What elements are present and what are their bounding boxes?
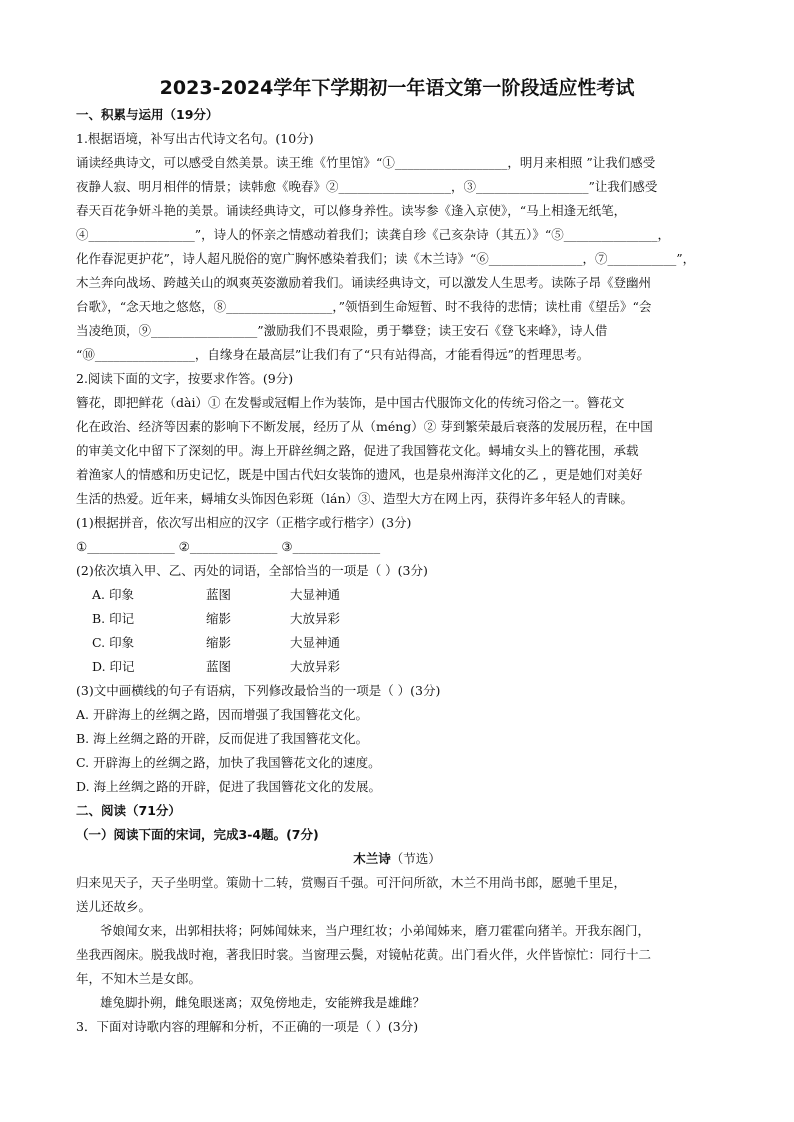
part1-heading: （一）阅读下面的宋词，完成3-4题。(7分) [76, 827, 319, 842]
section1-heading: 一、积累与运用（19分） [76, 107, 219, 122]
q2-sub2-option-d: D. 印记 蓝图 大放异彩 [92, 659, 341, 674]
q2-passage-line: 的审美文化中留下了深刻的甲。海上开辟丝绸之路，促进了我国簪花文化。蟳埔女头上的簪花围，承载 [76, 443, 639, 458]
poem-line: 坐我西阁床。脱我战时袍，著我旧时裳。当窗理云鬓，对镜帖花黄。出门看火伴，火伴皆惊忙：同行十二 [76, 947, 652, 962]
poem-line: 送儿还故乡。 [76, 899, 152, 914]
poem-title: 木兰诗 [353, 851, 391, 866]
q2-passage-line: 生活的热爱。近年来，蟳埔女头饰因色彩斑（lán）③、造型大方在网上丙，获得许多年轻人的青睐。 [76, 491, 634, 506]
q1-line: 当凌绝顶，⑨_________________”激励我们不畏艰险，勇于攀登；读王安石《登飞来峰》，诗人借 [76, 323, 608, 338]
q1-line: “⑩________________，自缘身在最高层”让我们有了“只有站得高，才能看得远”的哲理思考。 [76, 347, 590, 362]
poem-note: （节选） [390, 851, 441, 866]
q1-line: 诵读经典诗文，可以感受自然美景。读王维《竹里馆》“①__________________，明月来相照 ”让我们感受 [76, 155, 656, 170]
q2-passage-line: 着渔家人的情感和历史记忆，既是中国古代妇女装饰的遗风，也是泉州海洋文化的乙 ，更是她们对美好 [76, 467, 643, 482]
q1-line: 夜静人寂、明月相伴的情景；读韩愈《晚春》②__________________，③__________________”让我们感受 [76, 179, 658, 194]
q2-sub3-option-c: C. 开辟海上的丝绸之路，加快了我国簪花文化的速度。 [76, 755, 381, 770]
q2-sub1-blanks: ①______________ ②______________ ③______________ [76, 539, 381, 554]
q2-sub2-option-a: A. 印象 蓝图 大显神通 [92, 587, 341, 602]
q1-line: 台歌》，“念天地之悠悠，⑧_________________，”领悟到生命短暂、时不我待的悲情；读杜甫《望岳》“会 [76, 299, 652, 314]
q2-sub2-option-b: B. 印记 缩影 大放异彩 [92, 611, 341, 626]
q2-sub3-prompt: (3)文中画横线的句子有语病，下列修改最恰当的一项是（ ）(3分) [76, 683, 441, 698]
q1-line: 化作春泥更护花”，诗人超凡脱俗的宽广胸怀感染着我们；读《木兰诗》“⑥_______________，⑦___________”， [76, 251, 696, 266]
poem-line: 年，不知木兰是女郎。 [76, 971, 202, 986]
q1-prompt: 1.根据语境，补写出古代诗文名句。(10分) [76, 131, 314, 146]
q2-sub3-option-b: B. 海上丝绸之路的开辟，反而促进了我国簪花文化。 [76, 731, 369, 746]
q2-sub3-option-d: D. 海上丝绸之路的开辟，促进了我国簪花文化的发展。 [76, 779, 382, 794]
q2-sub2-option-c: C. 印象 缩影 大显神通 [92, 635, 341, 650]
q1-line: 春天百花争妍斗艳的美景。诵读经典诗文，可以修身养性。读岑参《逢入京使》，“马上相逢无纸笔， [76, 203, 627, 218]
q2-passage-line: 化在政治、经济等因素的影响下不断发展，经历了从（méng）② 芽到繁荣最后衰落的发展历程，在中国 [76, 419, 653, 434]
q2-sub2-prompt: (2)依次填入甲、乙、丙处的词语，全部恰当的一项是（ ）(3分) [76, 563, 428, 578]
q2-sub3-option-a: A. 开辟海上的丝绸之路，因而增强了我国簪花文化。 [76, 707, 368, 722]
section2-heading: 二、阅读（71分） [76, 803, 181, 818]
q2-sub1-prompt: (1)根据拼音，依次写出相应的汉字（正楷字或行楷字）(3分) [76, 515, 412, 530]
poem-line: 归来见天子，天子坐明堂。策勋十二转，赏赐百千强。可汗问所欲，木兰不用尚书郎，愿驰千里足， [76, 875, 627, 890]
exam-title: 2023-2024学年下学期初一年语文第一阶段适应性考试 [159, 77, 635, 99]
q1-line: ④_________________”，诗人的怀亲之情感动着我们；读龚自珍《己亥杂诗（其五）》“⑤_______________， [76, 227, 671, 242]
q2-passage-line: 簪花，即把鲜花（dài）① 在发髻或冠帽上作为装饰，是中国古代服饰文化的传统习俗之一。簪花文 [76, 395, 625, 410]
poem-title-line [0, 851, 794, 867]
q2-prompt: 2.阅读下面的文字，按要求作答。(9分) [76, 371, 294, 386]
q1-line: 木兰奔向战场、跨越关山的飒爽英姿激励着我们。诵读经典诗文，可以激发人生思考。读陈子昂《登幽州 [76, 275, 652, 290]
q3-prompt: 3．下面对诗歌内容的理解和分析，不正确的一项是（ ）(3分) [76, 1019, 419, 1034]
poem-line: 雄兔脚扑朔，雌兔眼迷离；双兔傍地走，安能辨我是雄雌？ [100, 995, 426, 1010]
poem-line: 爷娘闻女来，出郭相扶将；阿姊闻妹来，当户理红妆；小弟闻姊来，磨刀霍霍向猪羊。开我东阁门， [100, 923, 651, 938]
